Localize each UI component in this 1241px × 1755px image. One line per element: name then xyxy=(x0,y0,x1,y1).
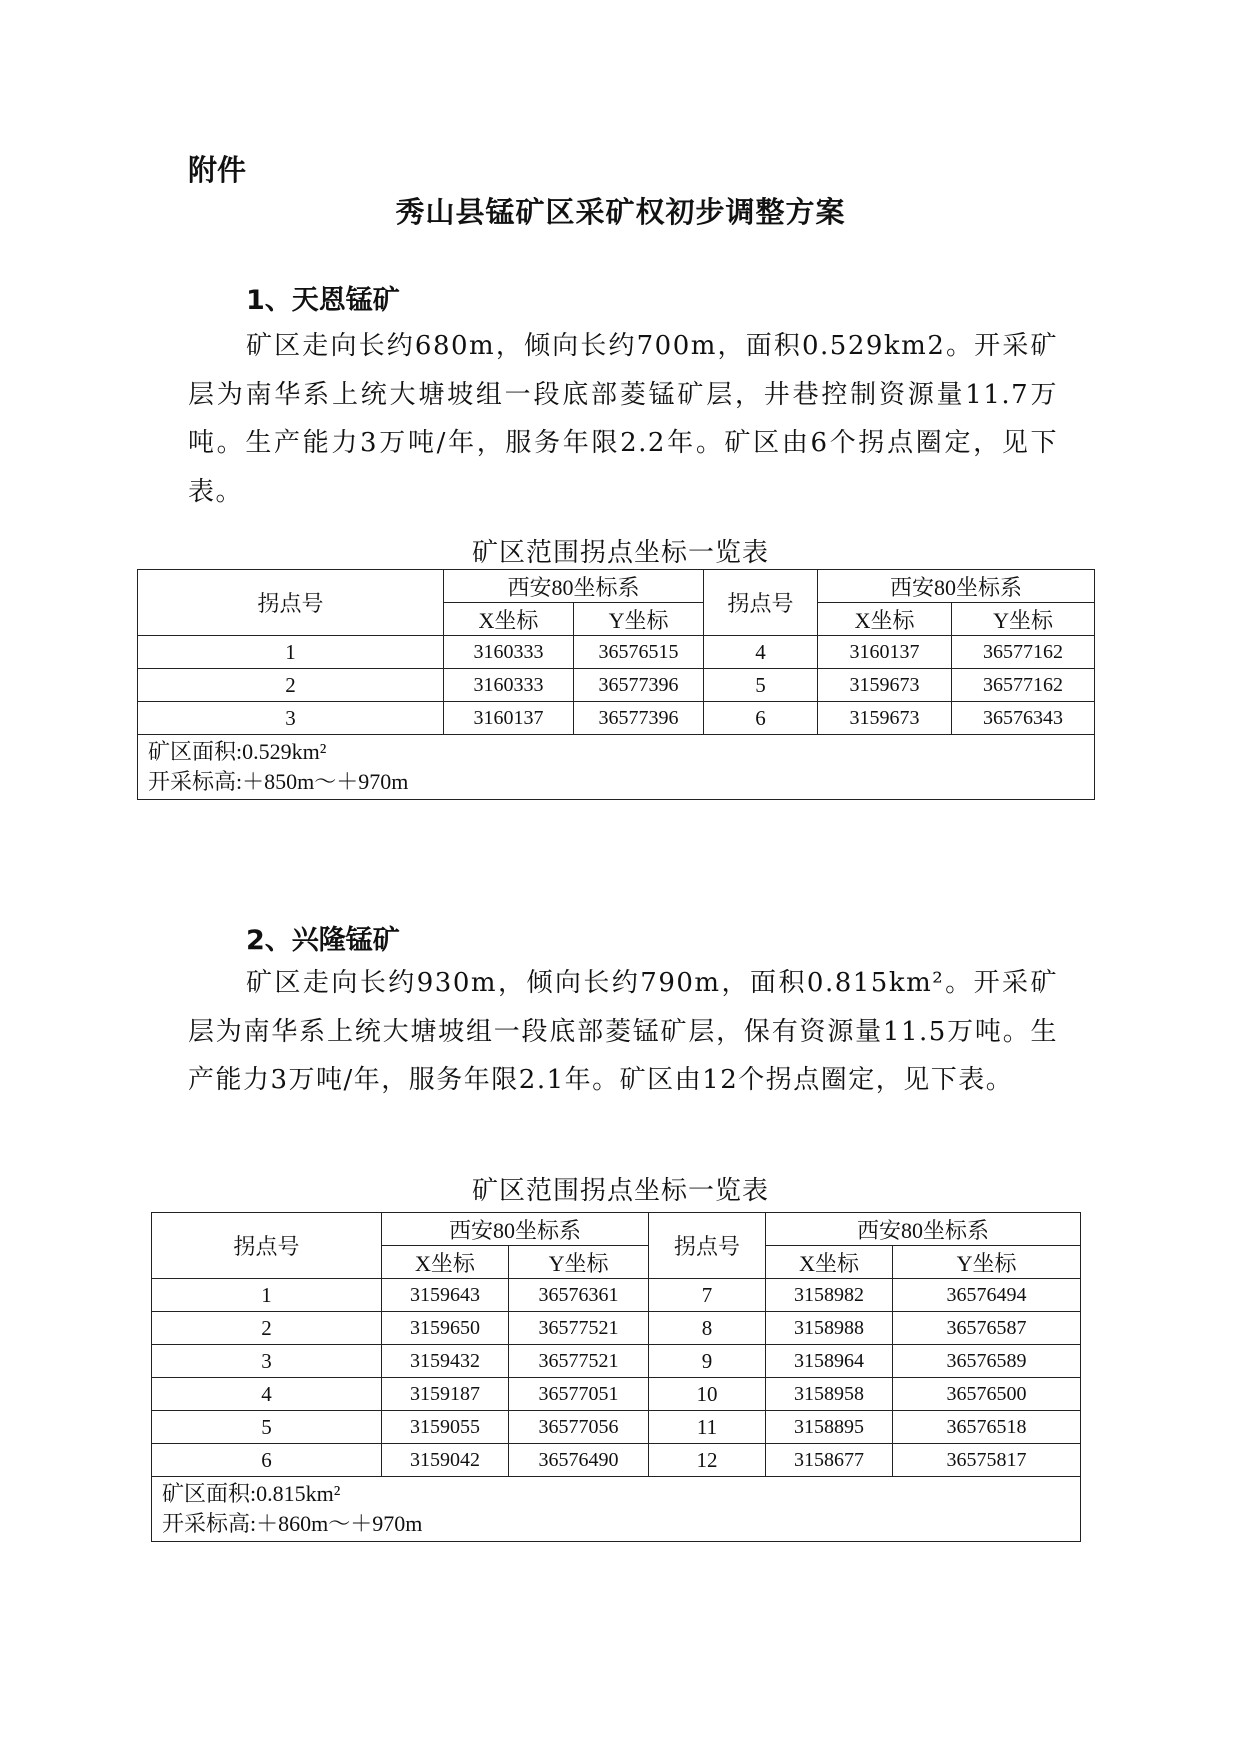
section-heading-xinglong: 2、兴隆锰矿 xyxy=(246,925,400,956)
header-x: X坐标 xyxy=(382,1246,509,1279)
y-coordinate: 36575817 xyxy=(893,1444,1081,1477)
x-coordinate: 3158988 xyxy=(766,1312,893,1345)
y-coordinate: 36576343 xyxy=(952,702,1095,735)
point-no: 3 xyxy=(138,702,444,735)
table-row xyxy=(152,1312,1081,1345)
table-row xyxy=(152,1411,1081,1444)
table-row xyxy=(138,669,1095,702)
header-point-no: 拐点号 xyxy=(649,1213,766,1279)
header-coord-system: 西安80坐标系 xyxy=(766,1213,1081,1246)
y-coordinate: 36576589 xyxy=(893,1345,1081,1378)
point-no: 8 xyxy=(649,1312,766,1345)
table-caption-tianen: 矿区范围拐点坐标一览表 xyxy=(471,538,769,568)
section-paragraph-xinglong: 矿区走向长约930m，倾向长约790m，面积0.815km²。开采矿层为南华系上统大塘坡组一段底部菱锰矿层，保有资源量11.5万吨。生产能力3万吨/年，服务年限2.1年。矿区由12个拐点圈定，见下表。 xyxy=(188,968,1058,1095)
x-coordinate: 3159673 xyxy=(818,702,952,735)
point-no: 1 xyxy=(152,1279,382,1312)
y-coordinate: 36576361 xyxy=(509,1279,649,1312)
header-point-no: 拐点号 xyxy=(138,570,444,636)
y-coordinate: 36577056 xyxy=(509,1411,649,1444)
point-no: 3 xyxy=(152,1345,382,1378)
section-paragraph-tianen: 矿区走向长约680m，倾向长约700m，面积0.529km2。开采矿层为南华系上统大塘坡组一段底部菱锰矿层，井巷控制资源量11.7万吨。生产能力3万吨/年，服务年限2.2年。矿区由6个拐点圈定，见下表。 xyxy=(188,331,1058,507)
x-coordinate: 3158677 xyxy=(766,1444,893,1477)
section-heading-tianen: 1、天恩锰矿 xyxy=(246,285,400,316)
table-row xyxy=(152,1279,1081,1312)
table-row xyxy=(152,1345,1081,1378)
x-coordinate: 3159673 xyxy=(818,669,952,702)
point-no: 6 xyxy=(704,702,818,735)
x-coordinate: 3159432 xyxy=(382,1345,509,1378)
table-row xyxy=(152,1378,1081,1411)
point-no: 4 xyxy=(704,636,818,669)
header-coord-system: 西安80坐标系 xyxy=(382,1213,649,1246)
y-coordinate: 36577396 xyxy=(574,702,704,735)
point-no: 1 xyxy=(138,636,444,669)
x-coordinate: 3159643 xyxy=(382,1279,509,1312)
header-x: X坐标 xyxy=(444,603,574,636)
header-point-no: 拐点号 xyxy=(152,1213,382,1279)
table-row xyxy=(152,1444,1081,1477)
y-coordinate: 36577162 xyxy=(952,636,1095,669)
y-coordinate: 36577521 xyxy=(509,1345,649,1378)
x-coordinate: 3159042 xyxy=(382,1444,509,1477)
point-no: 2 xyxy=(138,669,444,702)
header-point-no: 拐点号 xyxy=(704,570,818,636)
y-coordinate: 36576490 xyxy=(509,1444,649,1477)
header-coord-system: 西安80坐标系 xyxy=(444,570,704,603)
point-no: 5 xyxy=(152,1411,382,1444)
header-x: X坐标 xyxy=(818,603,952,636)
header-coord-system: 西安80坐标系 xyxy=(818,570,1095,603)
header-y: Y坐标 xyxy=(509,1246,649,1279)
x-coordinate: 3160333 xyxy=(444,636,574,669)
attachment-label: 附件 xyxy=(188,153,247,187)
point-no: 7 xyxy=(649,1279,766,1312)
mining-elevation: 开采标高:＋860m～＋970m xyxy=(162,1511,423,1536)
point-no: 11 xyxy=(649,1411,766,1444)
table-caption-xinglong: 矿区范围拐点坐标一览表 xyxy=(471,1176,769,1206)
header-y: Y坐标 xyxy=(952,603,1095,636)
table-footer xyxy=(152,1477,1081,1542)
mining-area: 矿区面积:0.529km² xyxy=(148,739,327,764)
x-coordinate: 3160137 xyxy=(818,636,952,669)
x-coordinate: 3158958 xyxy=(766,1378,893,1411)
table-row xyxy=(138,702,1095,735)
point-no: 10 xyxy=(649,1378,766,1411)
point-no: 12 xyxy=(649,1444,766,1477)
point-no: 6 xyxy=(152,1444,382,1477)
header-y: Y坐标 xyxy=(574,603,704,636)
header-y: Y坐标 xyxy=(893,1246,1081,1279)
y-coordinate: 36576518 xyxy=(893,1411,1081,1444)
table-row xyxy=(138,636,1095,669)
x-coordinate: 3158964 xyxy=(766,1345,893,1378)
header-x: X坐标 xyxy=(766,1246,893,1279)
point-no: 5 xyxy=(704,669,818,702)
y-coordinate: 36577162 xyxy=(952,669,1095,702)
x-coordinate: 3160137 xyxy=(444,702,574,735)
x-coordinate: 3159187 xyxy=(382,1378,509,1411)
x-coordinate: 3158895 xyxy=(766,1411,893,1444)
point-no: 2 xyxy=(152,1312,382,1345)
document-title: 秀山县锰矿区采矿权初步调整方案 xyxy=(395,195,846,229)
x-coordinate: 3159650 xyxy=(382,1312,509,1345)
x-coordinate: 3159055 xyxy=(382,1411,509,1444)
y-coordinate: 36576494 xyxy=(893,1279,1081,1312)
coordinate-table-xinglong xyxy=(151,1212,1081,1542)
point-no: 4 xyxy=(152,1378,382,1411)
mining-elevation: 开采标高:＋850m～＋970m xyxy=(148,769,409,794)
y-coordinate: 36577396 xyxy=(574,669,704,702)
y-coordinate: 36577051 xyxy=(509,1378,649,1411)
mining-area: 矿区面积:0.815km² xyxy=(162,1481,341,1506)
x-coordinate: 3158982 xyxy=(766,1279,893,1312)
x-coordinate: 3160333 xyxy=(444,669,574,702)
table-footer xyxy=(138,735,1095,800)
y-coordinate: 36576500 xyxy=(893,1378,1081,1411)
y-coordinate: 36577521 xyxy=(509,1312,649,1345)
coordinate-table-tianen xyxy=(137,569,1095,800)
y-coordinate: 36576587 xyxy=(893,1312,1081,1345)
point-no: 9 xyxy=(649,1345,766,1378)
y-coordinate: 36576515 xyxy=(574,636,704,669)
